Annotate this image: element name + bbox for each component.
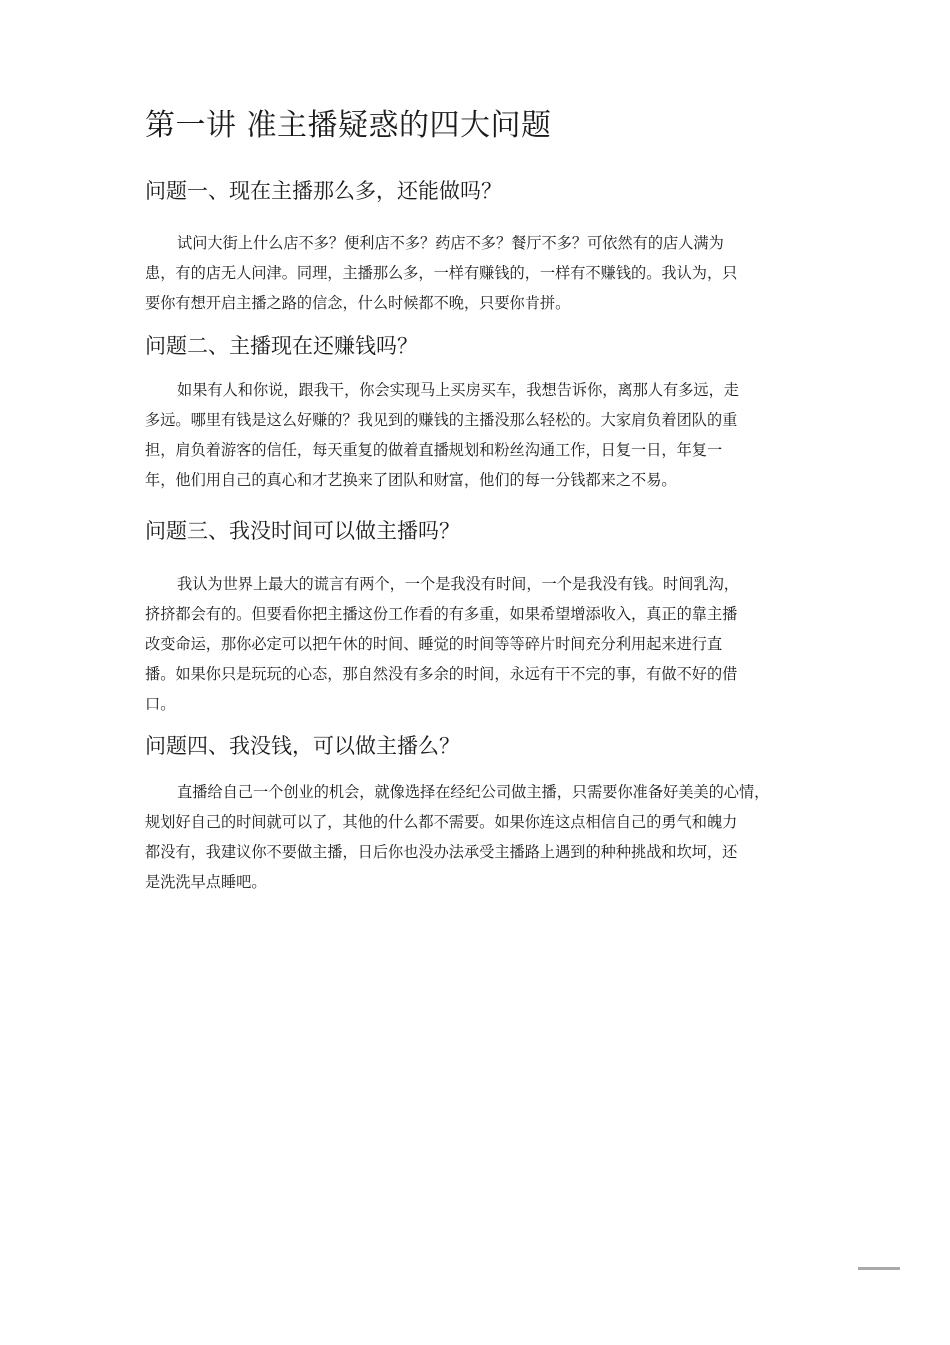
paragraph-line: 都没有，我建议你不要做主播，日后你也没办法承受主播路上遇到的种种挑战和坎坷，还 (145, 843, 738, 861)
paragraph-line: 挤挤都会有的。但要看你把主播这份工作看的有多重，如果希望增添收入，真正的靠主播 (145, 605, 738, 623)
paragraph-line: 直播给自己一个创业的机会，就像选择在经纪公司做主播，只需要你准备好美美的心情， (177, 783, 770, 801)
paragraph-line: 年，他们用自己的真心和才艺换来了团队和财富，他们的每一分钱都来之不易。 (145, 471, 677, 489)
section-heading-1: 问题一、现在主播那么多，还能做吗？ (145, 179, 502, 203)
paragraph-line: 担，肩负着游客的信任，每天重复的做着直播规划和粉丝沟通工作，日复一日，年复一 (145, 441, 723, 459)
paragraph-line: 患，有的店无人问津。同理，主播那么多，一样有赚钱的，一样有不赚钱的。我认为，只 (145, 264, 738, 282)
section-paragraph-3 (145, 569, 835, 719)
paragraph-line: 要你有想开启主播之路的信念，什么时候都不晚，只要你肯拼。 (145, 294, 571, 312)
paragraph-line: 播。如果你只是玩玩的心态，那自然没有多余的时间，永远有干不完的事，有做不好的借 (145, 665, 738, 683)
paragraph-line: 如果有人和你说，跟我干，你会实现马上买房买车，我想告诉你，离那人有多远，走 (177, 381, 739, 399)
paragraph-line: 我认为世界上最大的谎言有两个，一个是我没有时间，一个是我没有钱。时间乳沟， (177, 575, 739, 593)
page-title: 第一讲 准主播疑惑的四大问题 (145, 108, 552, 143)
section-paragraph-2 (145, 375, 835, 495)
section-heading-3: 问题三、我没时间可以做主播吗？ (145, 519, 460, 543)
section-paragraph-4 (145, 777, 835, 897)
paragraph-line: 规划好自己的时间就可以了，其他的什么都不需要。如果你连这点相信自己的勇气和魄力 (145, 813, 738, 831)
section-heading-2: 问题二、主播现在还赚钱吗？ (145, 334, 418, 358)
page-footer-rule (858, 1267, 900, 1270)
paragraph-line: 多远。哪里有钱是这么好赚的？我见到的赚钱的主播没那么轻松的。大家肩负着团队的重 (145, 411, 738, 429)
paragraph-line: 改变命运，那你必定可以把午休的时间、睡觉的时间等等碎片时间充分利用起来进行直 (145, 635, 723, 653)
section-heading-4: 问题四、我没钱，可以做主播么？ (145, 734, 460, 758)
paragraph-line: 试问大街上什么店不多？便利店不多？药店不多？餐厅不多？可依然有的店人满为 (177, 234, 724, 252)
section-paragraph-1 (145, 228, 835, 318)
paragraph-line: 是洗洗早点睡吧。 (145, 873, 267, 891)
paragraph-line: 口。 (145, 695, 176, 713)
